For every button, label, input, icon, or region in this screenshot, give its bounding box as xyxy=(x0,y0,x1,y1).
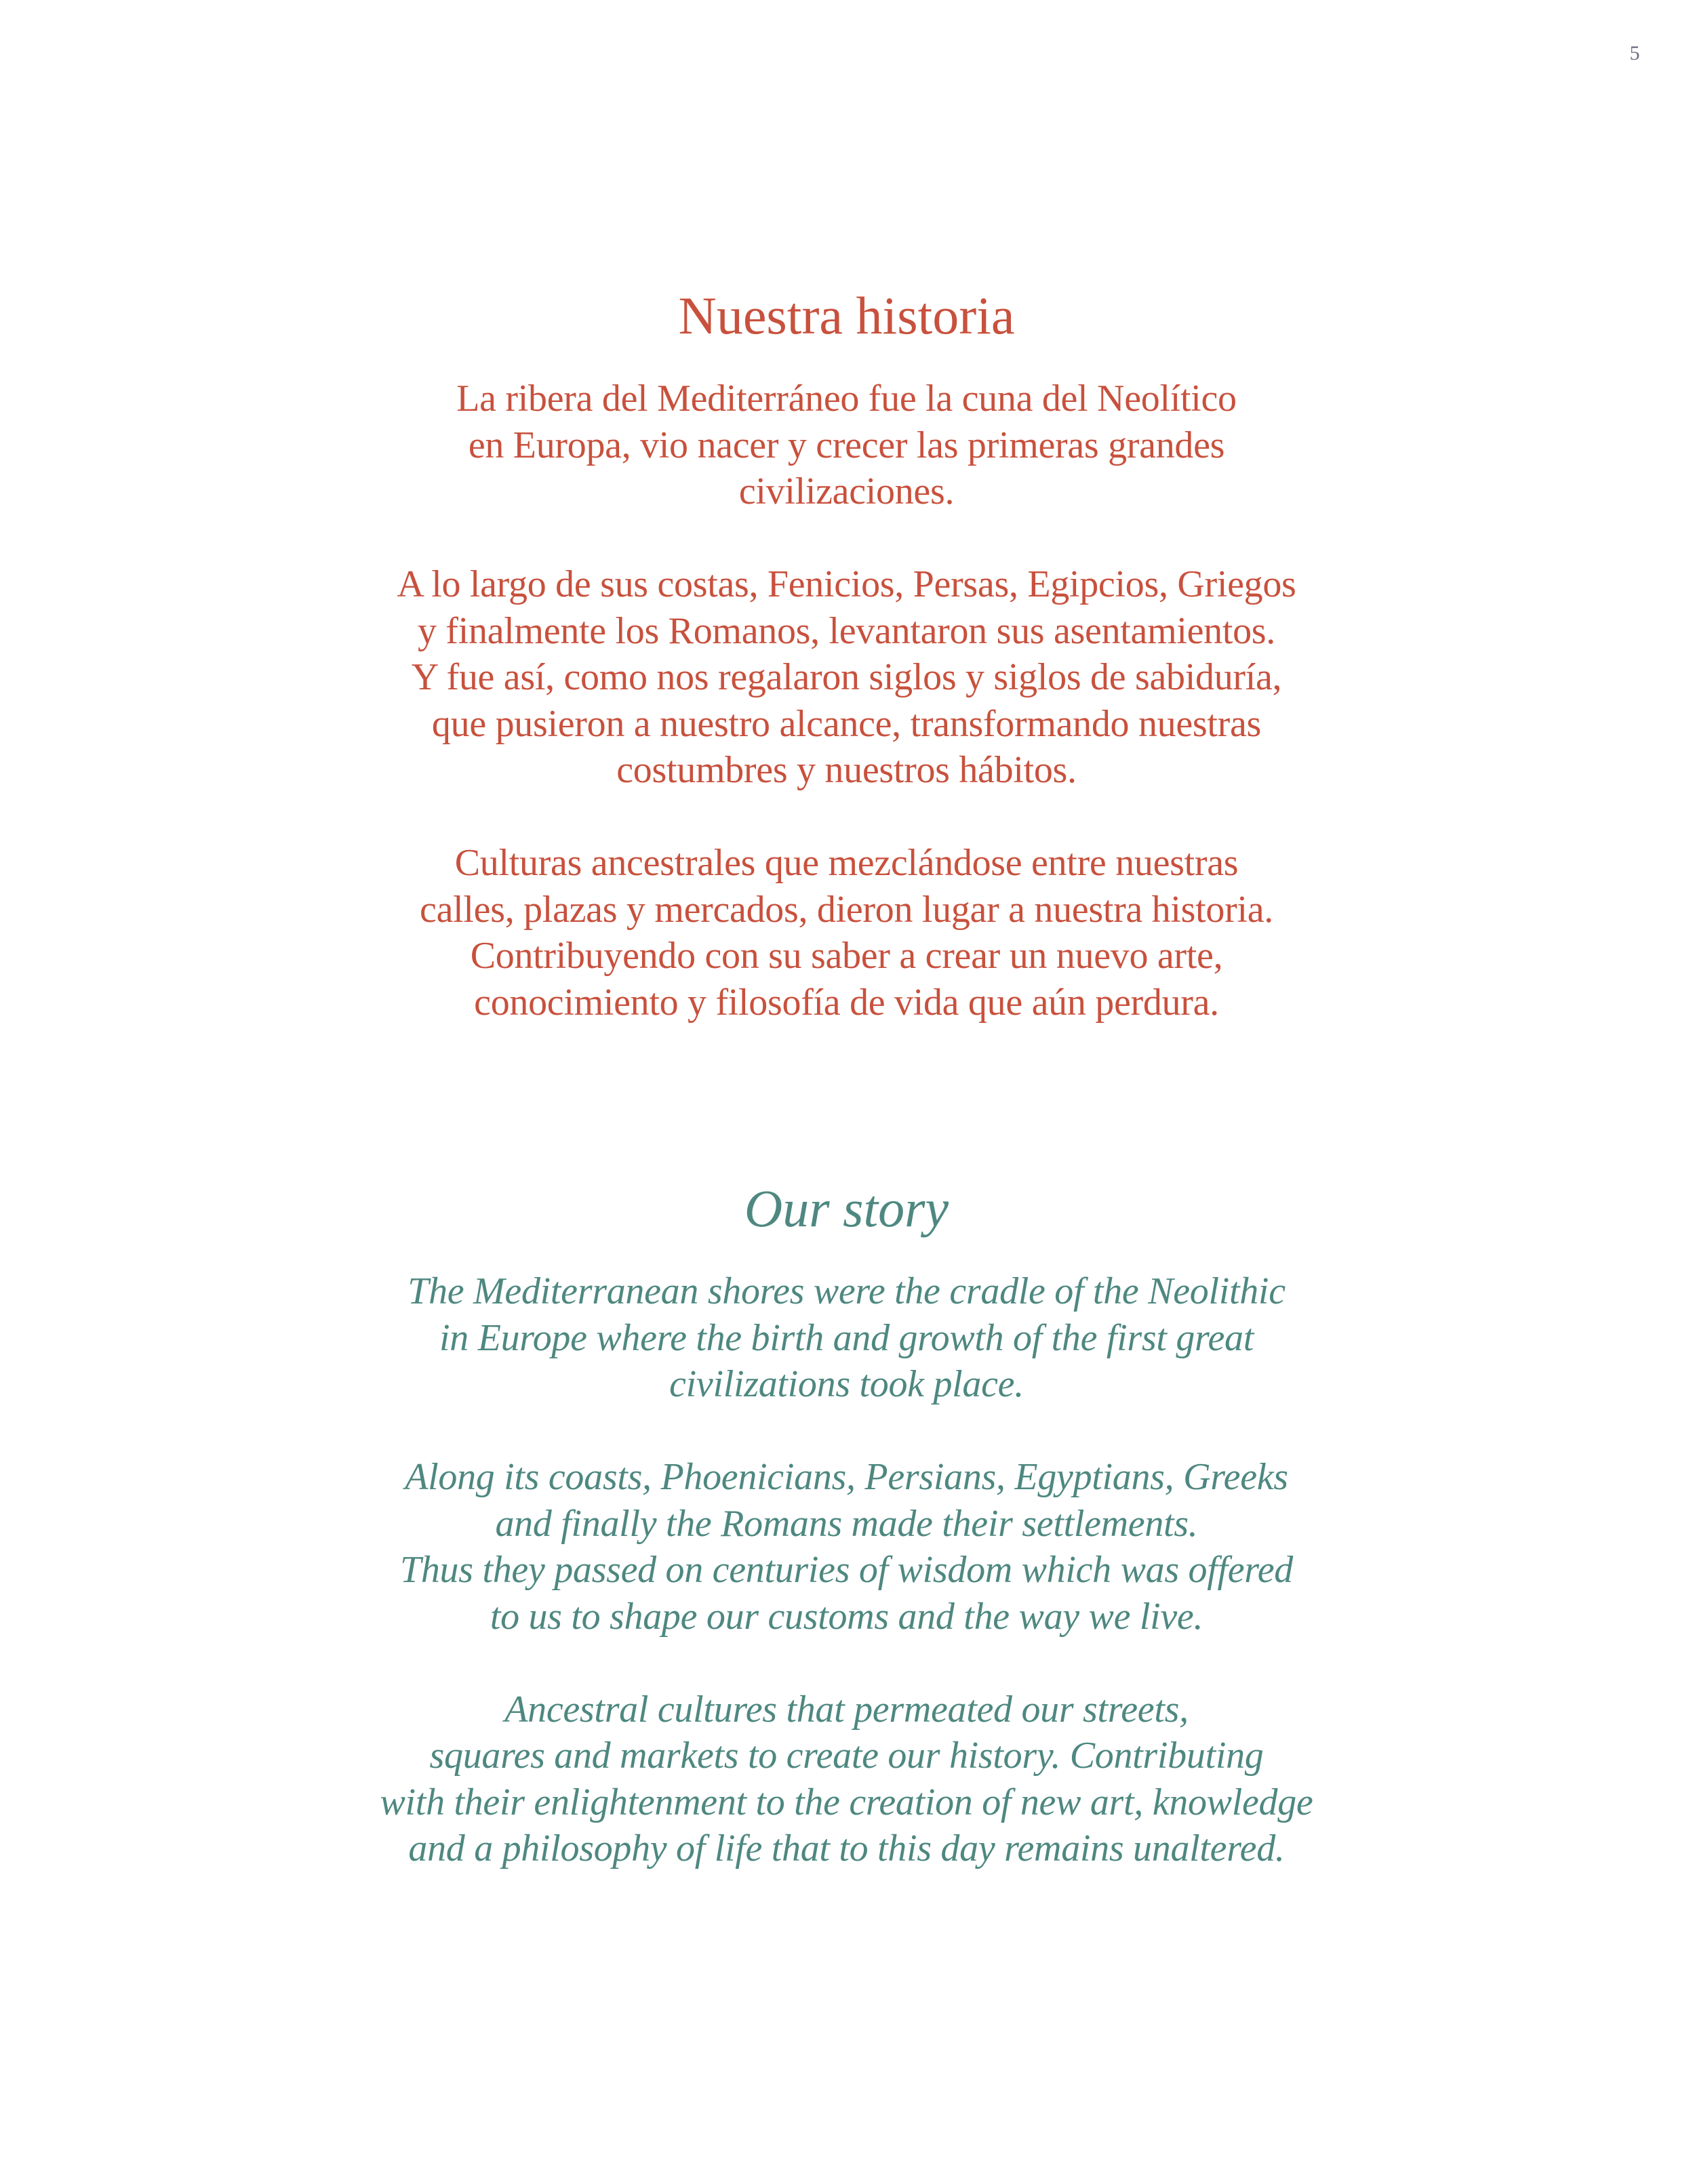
spanish-paragraph-1 xyxy=(0,376,1693,515)
text-line: Ancestral cultures that permeated our streets, xyxy=(504,1688,1189,1731)
text-line: Contribuyendo con su saber a crear un nuevo arte, xyxy=(470,935,1223,977)
text-line: and a philosophy of life that to this day remains unaltered. xyxy=(408,1827,1285,1869)
text-line: The Mediterranean shores were the cradle of the Neolithic xyxy=(407,1270,1286,1312)
text-line: and finally the Romans made their settlements. xyxy=(495,1502,1198,1545)
spanish-section xyxy=(0,283,1693,1072)
page-number: 5 xyxy=(1629,42,1640,64)
text-line: Y fue así, como nos regalaron siglos y siglos de sabiduría, xyxy=(411,656,1282,698)
text-line: costumbres y nuestros hábitos. xyxy=(616,749,1077,791)
text-line: Thus they passed on centuries of wisdom which was offered xyxy=(400,1549,1293,1591)
text-line: A lo largo de sus costas, Fenicios, Persas, Egipcios, Griegos xyxy=(397,563,1296,605)
text-line: calles, plazas y mercados, dieron lugar a nuestra historia. xyxy=(420,888,1273,931)
text-line: civilizations took place. xyxy=(669,1363,1024,1405)
text-line: en Europa, vio nacer y crecer las primeras grandes xyxy=(468,424,1225,466)
text-line: with their enlightenment to the creation of new art, knowledge xyxy=(380,1781,1313,1823)
text-line: conocimiento y filosofía de vida que aún perdura. xyxy=(474,981,1219,1024)
english-paragraph-3 xyxy=(0,1686,1693,1872)
english-paragraph-1 xyxy=(0,1268,1693,1408)
spanish-paragraph-2 xyxy=(0,561,1693,794)
text-line: Along its coasts, Phoenicians, Persians, Egyptians, Greeks xyxy=(405,1456,1288,1498)
spanish-paragraph-3 xyxy=(0,840,1693,1026)
english-paragraph-2 xyxy=(0,1454,1693,1640)
text-line: La ribera del Mediterráneo fue la cuna del Neolítico xyxy=(456,378,1237,420)
text-line: to us to shape our customs and the way we live. xyxy=(490,1595,1203,1638)
text-line: que pusieron a nuestro alcance, transformando nuestras xyxy=(431,702,1262,745)
text-line: y finalmente los Romanos, levantaron sus asentamientos. xyxy=(417,609,1276,652)
spanish-title: Nuestra historia xyxy=(678,286,1015,345)
text-line: civilizaciones. xyxy=(738,470,955,512)
text-line: Culturas ancestrales que mezclándose entre nuestras xyxy=(454,842,1239,884)
english-title: Our story xyxy=(744,1179,949,1238)
english-section xyxy=(0,1176,1693,1918)
text-line: in Europe where the birth and growth of the first great xyxy=(439,1316,1254,1359)
text-line: squares and markets to create our history. Contributing xyxy=(429,1735,1264,1777)
